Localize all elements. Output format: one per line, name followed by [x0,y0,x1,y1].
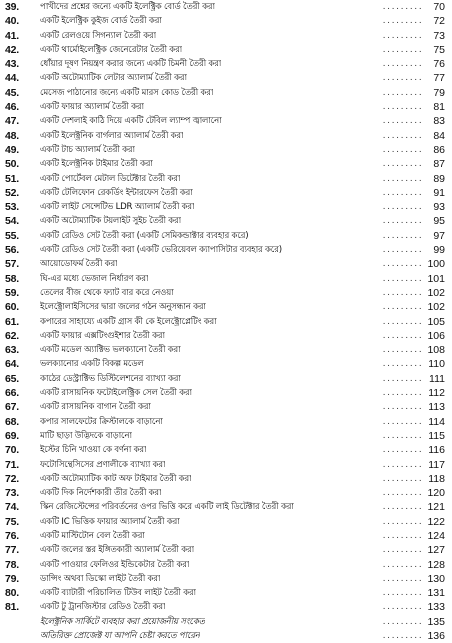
entry-title: মেসেজ পাঠানোর জন্যে একটি মারস কোড তৈরী করা [40,87,214,98]
entry-title: একটি মডেল অ্যাক্টিভ ভলক্যানো তৈরী করা [40,345,181,356]
entry-number: 58. [5,272,19,285]
entry-number: 55. [5,229,19,242]
entry-number: 74. [5,501,19,514]
dot-leader: ......... [382,560,423,569]
entry-title: একটি ইলেক্ট্রনিক বার্গলার অ্যালার্ম তৈরী করা [40,130,184,141]
entry-number: 77. [5,544,19,557]
entry-page-number: 111 [429,372,445,385]
toc-entry [0,558,452,572]
entry-title: একটি রেলওয়ে সিগন্যাল তৈরী করা [40,30,156,41]
dot-leader: ......... [382,460,423,469]
dot-leader: ......... [382,288,423,297]
entry-title: একটি ফায়ার অ্যালার্ম তৈরী করা [40,102,144,113]
toc-entry [0,386,452,400]
toc-entry [0,572,452,586]
entry-title: পাখীদের প্রশ্নের জন্যে একটি ইলেক্ট্রিক বোর্ড তৈরী করা [40,2,215,12]
dot-leader: ......... [382,3,423,11]
entry-number: 76. [5,529,19,542]
entry-page-number: 115 [428,429,445,442]
dot-leader: ......... [382,317,423,326]
entry-number: 63. [5,344,19,357]
entry-page-number: 112 [428,387,445,400]
entry-page-number: 122 [427,515,445,528]
entry-page-number: 133 [427,601,445,614]
entry-page-number: 72 [433,15,445,28]
entry-title: একটি IC ভিত্তিক ফায়ার অ্যালার্ম তৈরী করা [40,516,180,527]
entry-title: স্কিন রেজিস্টেন্সের পরিবর্তনের ওপর ভিত্তি করে একটি লাই ডিটেক্টার তৈরী করা [40,502,294,513]
entry-number: 72. [5,472,19,485]
toc-entry [0,86,452,100]
toc-entry [0,0,452,14]
entry-number: 71. [5,458,19,471]
entry-page-number: 127 [427,544,445,557]
entry-title: একটি ফায়ার এক্সটিংগুইশার তৈরী করা [40,330,165,341]
entry-page-number: 102 [427,286,445,299]
toc-entry [0,443,452,457]
entry-title: একটি রাসায়নিক ফটোইলেক্ট্রিক সেল তৈরী করা [40,388,192,399]
entry-number: 49. [5,143,19,156]
toc-entry [0,214,452,228]
toc-entry [0,272,452,286]
entry-page-number: 77 [433,72,445,85]
entry-title: আয়োডোফর্ম তৈরী করা [40,259,118,270]
dot-leader: ......... [382,117,423,126]
entry-page-number: 121 [427,501,445,514]
entry-title: একটি ইলেক্ট্রনিক টাইমার তৈরী করা [40,159,153,170]
entry-title: ইলেক্ট্রনিক সার্কিটে ব্যবহার করা প্রয়োজনীয় সংকেত [40,616,205,627]
entry-number: 40. [5,15,19,28]
entry-title: ইলেক্ট্রোলাইসিসের দ্বারা জলের গঠন অনুসন্ধান করা [40,302,206,313]
dot-leader: ......... [382,74,423,83]
entry-number: 44. [5,72,19,85]
toc-entry [0,43,452,57]
entry-title: একটি পাওয়ার ফেলিওর ইন্ডিকেটার তৈরী করা [40,559,190,570]
entry-title: একটি রাসায়নিক বাগান তৈরী করা [40,402,151,413]
toc-entry [0,29,452,43]
entry-page-number: 87 [433,158,445,171]
toc-entry [0,286,452,300]
entry-page-number: 81 [433,101,445,114]
entry-page-number: 101 [427,272,445,285]
entry-page-number: 135 [427,615,445,628]
entry-page-number: 95 [433,215,445,228]
entry-page-number: 110 [428,358,445,371]
dot-leader: ......... [382,217,423,226]
entry-number: 64. [5,358,19,371]
dot-leader: ......... [382,417,423,426]
toc-entry [0,357,452,371]
dot-leader: ......... [382,474,423,483]
entry-title: কপার সালফেটের ক্রিস্টালকে বাড়ানো [40,416,163,427]
dot-leader: ......... [382,603,423,612]
entry-number: 67. [5,401,19,414]
entry-page-number: 73 [433,29,445,42]
toc-entry [0,600,452,614]
entry-page-number: 76 [433,58,445,71]
toc-entry [0,243,452,257]
dot-leader: ......... [382,446,423,455]
dot-leader: ......... [382,203,423,212]
dot-leader: ......... [382,574,423,583]
toc-entry [0,200,452,214]
entry-page-number: 113 [428,401,445,414]
dot-leader: ......... [382,145,423,154]
entry-page-number: 70 [433,1,445,13]
toc-entry [0,129,452,143]
toc-entry [0,229,452,243]
entry-page-number: 118 [428,472,445,485]
dot-leader: ......... [382,31,423,40]
entry-title: একটি ব্যাটারী পরিচালিত টিউব লাইট তৈরী করা [40,588,196,599]
entry-number: 56. [5,244,19,257]
entry-number: 78. [5,558,19,571]
dot-leader: ......... [382,45,423,54]
entry-page-number: 131 [427,587,445,600]
entry-page-number: 91 [433,186,445,199]
toc-entry [0,629,452,643]
entry-number: 41. [5,29,19,42]
toc-entry [0,586,452,600]
dot-leader: ......... [382,160,423,169]
toc-entry [0,543,452,557]
entry-title: একটি রেডিও সেট তৈরী করা (একটি ভেরিয়েবল ক্যাপাসিটার ব্যবহার করে) [40,245,282,256]
dot-leader: ......... [382,531,423,540]
entry-number: 54. [5,215,19,228]
toc-entry [0,186,452,200]
entry-number: 50. [5,158,19,171]
entry-page-number: 108 [427,344,445,357]
toc-entry [0,472,452,486]
entry-number: 61. [5,315,19,328]
entry-number: 42. [5,43,19,56]
entry-page-number: 93 [433,201,445,214]
entry-number: 60. [5,301,19,314]
entry-number: 47. [5,115,19,128]
toc-entry [0,114,452,128]
entry-number: 45. [5,86,19,99]
entry-title: কপারের সাহায্যে একটি গ্রাস কী কে ইলেক্ট্রোপ্লেটিং করা [40,316,217,327]
entry-title: একটি জলের স্তর ইঙ্গিতকারী অ্যালার্ম তৈরী করা [40,545,194,556]
entry-number: 75. [5,515,19,528]
entry-title: একটি টাচ অ্যালার্ম তৈরী করা [40,144,135,155]
entry-page-number: 130 [427,572,445,585]
dot-leader: ......... [382,374,423,383]
dot-leader: ......... [382,303,423,312]
entry-page-number: 120 [427,487,445,500]
dot-leader: ......... [382,517,423,526]
entry-title: ঘি-এর মধ্যে ভেজাল নির্ধারণ করা [40,273,149,284]
entry-page-number: 83 [433,115,445,128]
dot-leader: ......... [382,489,423,498]
toc-entry [0,329,452,343]
toc-entry [0,14,452,28]
entry-title: অতিরিক্ত প্রোজেক্ট যা আপনি চেষ্টা করতে পারেন [40,631,200,642]
dot-leader: ......... [382,246,423,255]
entry-number: 43. [5,58,19,71]
entry-page-number: 86 [433,143,445,156]
entry-title: মাটি ছাড়া উদ্ভিদকে বাড়ানো [40,430,132,441]
toc-entry [0,100,452,114]
entry-title: ভলক্যানোর একটি বিকল্প মডেল [40,359,144,370]
dot-leader: ......... [382,431,423,440]
entry-number: 65. [5,372,19,385]
entry-number: 66. [5,387,19,400]
entry-page-number: 116 [428,444,445,457]
entry-title: একটি পোর্টেবল মেটাল ডিটেক্টার তৈরী করা [40,173,181,184]
entry-title: একটি থার্মোইলেক্ট্রিক জেনেরেটার তৈরী করা [40,44,183,55]
dot-leader: ......... [382,17,423,26]
entry-page-number: 97 [433,229,445,242]
toc-entry [0,515,452,529]
entry-page-number: 79 [433,86,445,99]
entry-number: 57. [5,258,19,271]
toc-entry [0,343,452,357]
entry-page-number: 105 [427,315,445,328]
entry-page-number: 114 [428,415,445,428]
toc-entry [0,429,452,443]
dot-leader: ......... [382,60,423,69]
entry-number: 59. [5,286,19,299]
entry-title: ফটোসিন্থেসিসের প্রণালীকে ব্যাখ্যা করা [40,459,166,470]
entry-title: কাঠের ডেস্ট্রাক্টিভ ডিস্টিলেশনের ব্যাখ্যা করা [40,373,181,384]
entry-number: 70. [5,444,19,457]
entry-page-number: 117 [428,458,445,471]
entry-page-number: 99 [433,244,445,257]
dot-leader: ......... [382,632,423,641]
toc-entry [0,529,452,543]
entry-page-number: 100 [427,258,445,271]
dot-leader: ......... [382,188,423,197]
toc-entry [0,400,452,414]
toc-entry [0,458,452,472]
entry-number: 79. [5,572,19,585]
toc-entry [0,415,452,429]
dot-leader: ......... [382,360,423,369]
entry-title: ইস্টের চিনি খাওয়া কে বর্ণনা করা [40,445,147,456]
toc-entry [0,157,452,171]
entry-number: 51. [5,172,19,185]
entry-title: একটি টু ট্রানজিস্টার রেডিও তৈরী করা [40,602,166,613]
entry-page-number: 136 [427,630,445,643]
entry-page-number: 75 [433,43,445,56]
entry-page-number: 124 [427,529,445,542]
entry-number: 53. [5,201,19,214]
dot-leader: ......... [382,331,423,340]
entry-number: 69. [5,429,19,442]
entry-number: 48. [5,129,19,142]
dot-leader: ......... [382,231,423,240]
entry-number: 62. [5,329,19,342]
entry-title: ডান্সিং অথবা ডিস্কো লাইট তৈরী করা [40,573,161,584]
toc-entry [0,486,452,500]
entry-number: 52. [5,186,19,199]
toc-entry [0,615,452,629]
toc-entry [0,372,452,386]
entry-title: একটি অটোম্যাটিক লেটার অ্যালার্ম তৈরী করা [40,73,187,84]
dot-leader: ......... [382,346,423,355]
dot-leader: ......... [382,546,423,555]
entry-page-number: 128 [427,558,445,571]
dot-leader: ......... [382,174,423,183]
dot-leader: ......... [382,403,423,412]
dot-leader: ......... [382,617,423,626]
entry-title: একটি দেশলাই কাঠি দিয়ে একটি টেবিল ল্যাম্প জ্বালানো [40,116,222,127]
entry-number: 73. [5,487,19,500]
toc-entry [0,143,452,157]
dot-leader: ......... [382,103,423,112]
entry-title: একটি অটোম্যাটিক কাট অফ টাইমার তৈরী করা [40,473,192,484]
dot-leader: ......... [382,131,423,140]
entry-title: একটি রেডিও সেট তৈরী করা (একটি সেমিকন্ডাক্টার ব্যবহার করে) [40,230,249,241]
entry-title: একটি টেলিফোন রেকর্ডিং ইন্টারফেস তৈরী করা [40,187,193,198]
entry-title: একটি লাইট সেন্সেটিভ LDR অ্যালার্ম তৈরী করা [40,202,195,213]
dot-leader: ......... [382,389,423,398]
entry-number: 68. [5,415,19,428]
entry-title: একটি ইলেক্ট্রিক কুইজ বোর্ড তৈরী করা [40,16,162,27]
entry-title: একটি অটোম্যাটিক টয়লাইট সুইচ তৈরী করা [40,216,181,227]
entry-number: 39. [5,1,19,13]
entry-page-number: 89 [433,172,445,185]
toc-entry [0,257,452,271]
dot-leader: ......... [382,274,423,283]
entry-page-number: 84 [433,129,445,142]
entry-page-number: 106 [427,329,445,342]
entry-number: 46. [5,101,19,114]
toc-entry [0,315,452,329]
entry-title: একটি মাস্টিটোন বেল তৈরী করা [40,530,145,541]
entry-title: ধোঁয়ার দূষণ নিয়ন্ত্রণ করার জন্যে একটি চিমনী তৈরী করা [40,59,222,70]
toc-entry [0,300,452,314]
entry-title: তেলের বীজ থেকে ফ্যাট বার করে নেওয়া [40,287,174,298]
toc-entry [0,172,452,186]
dot-leader: ......... [382,260,423,269]
entry-title: একটি দিক নির্দেশকারী তীর তৈরী করা [40,488,162,499]
entry-page-number: 102 [427,301,445,314]
toc-entry [0,57,452,71]
dot-leader: ......... [382,88,423,97]
dot-leader: ......... [382,589,423,598]
toc-entry [0,71,452,85]
dot-leader: ......... [382,503,423,512]
entry-number: 81. [5,601,19,614]
entry-number: 80. [5,587,19,600]
toc-entry [0,500,452,514]
